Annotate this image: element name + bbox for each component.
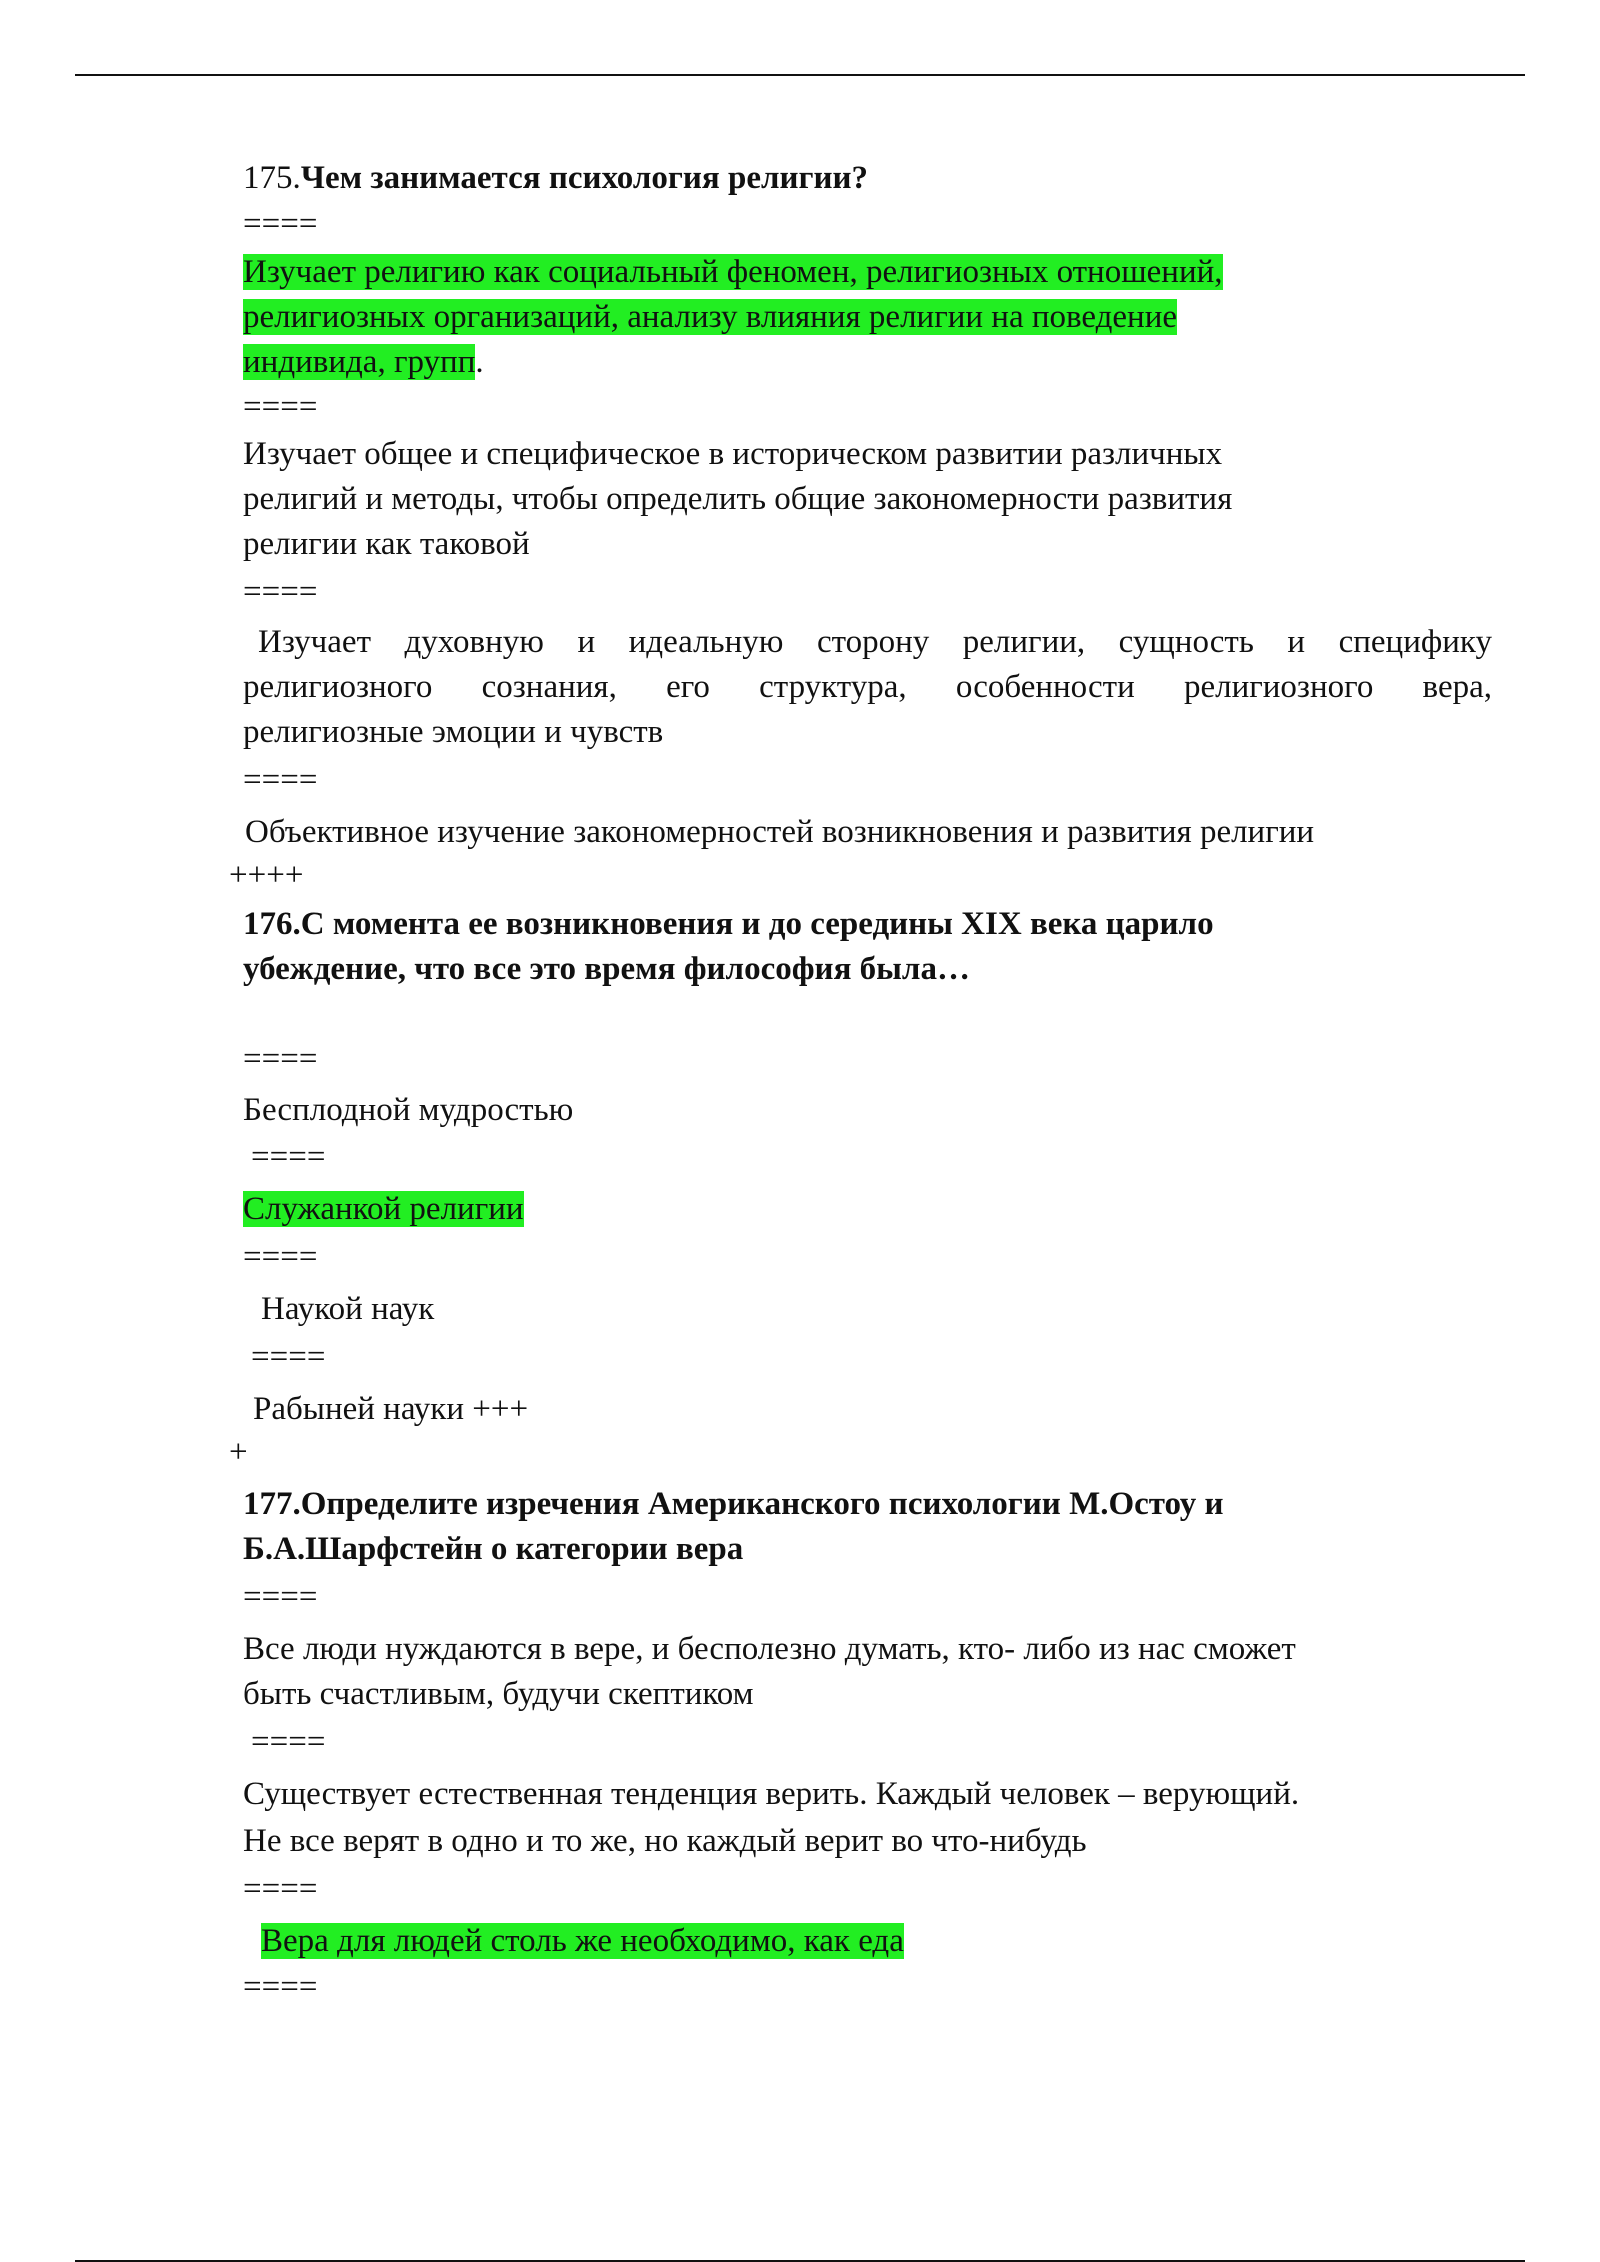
separator: ==== xyxy=(243,1969,318,2005)
separator: ==== xyxy=(251,1339,326,1375)
answer-line: Объективное изучение закономерностей возникновения и развития религии xyxy=(245,814,1315,850)
question-text: Чем занимается психология религии? xyxy=(300,160,869,196)
question-number-suffix: 5. xyxy=(276,160,301,196)
separator: ==== xyxy=(243,1239,318,1275)
answer-line: Наукой наук xyxy=(261,1291,435,1327)
answer-line xyxy=(243,295,1177,340)
question-176-title: 176.С момента ее возникновения и до середины XIX века царило xyxy=(243,906,1214,942)
answer-line: Не все верят в одно и то же, но каждый верит во что-нибудь xyxy=(243,1823,1087,1859)
answer-line xyxy=(243,250,1223,295)
separator: ==== xyxy=(243,1579,318,1615)
question-175-title xyxy=(243,156,868,201)
answer-line: религий и методы, чтобы определить общие закономерности развития xyxy=(243,481,1233,517)
separator: ==== xyxy=(243,762,318,798)
question-177-title: 177.Определите изречения Американского психологии М.Остоу и xyxy=(243,1486,1224,1522)
answer-punct: . xyxy=(475,344,484,380)
answer-line: Рабыней науки +++ xyxy=(253,1391,529,1427)
answer-line: Все люди нуждаются в вере, и бесполезно думать, кто- либо из нас сможет xyxy=(243,1631,1296,1667)
question-end-marker: + xyxy=(229,1434,248,1470)
answer-line xyxy=(261,1919,904,1964)
separator: ==== xyxy=(243,574,318,610)
separator: ==== xyxy=(243,206,318,242)
answer-line: Бесплодной мудростью xyxy=(243,1092,574,1128)
correct-answer-highlight: религиозных организаций, анализу влияния религии на поведение xyxy=(243,299,1178,335)
separator: ==== xyxy=(243,1041,318,1077)
answer-line: быть счастливым, будучи скептиком xyxy=(243,1676,754,1712)
answer-line xyxy=(243,1187,524,1232)
question-end-marker: ++++ xyxy=(229,857,304,893)
correct-answer-highlight: Изучает религию как социальный феномен, религиозных отношений, xyxy=(243,254,1223,290)
separator: ==== xyxy=(243,1871,318,1907)
correct-answer-highlight: индивида, групп xyxy=(243,344,476,380)
answer-line: Изучает общее и специфическое в историческом развитии различных xyxy=(243,436,1223,472)
correct-answer-highlight: Вера для людей столь же необходимо, как еда xyxy=(261,1923,904,1959)
header-rule xyxy=(75,74,1525,76)
answer-line xyxy=(243,340,484,385)
question-number: 17 xyxy=(243,160,276,196)
question-176-title-cont: убеждение, что все это время философия была… xyxy=(243,951,970,987)
question-177-title-cont: Б.А.Шарфстейн о категории вера xyxy=(243,1531,744,1567)
separator: ==== xyxy=(251,1139,326,1175)
answer-line: религии как таковой xyxy=(243,526,530,562)
answer-line: религиозного сознания, его структура, особенности религиозного вера, xyxy=(243,669,1492,705)
answer-line: Существует естественная тенденция верить. Каждый человек – верующий. xyxy=(243,1776,1300,1812)
separator: ==== xyxy=(251,1724,326,1760)
answer-line: Изучает духовную и идеальную сторону религии, сущность и специфику xyxy=(258,624,1492,660)
correct-answer-highlight: Служанкой религии xyxy=(243,1191,524,1227)
answer-line: религиозные эмоции и чувств xyxy=(243,714,664,750)
separator: ==== xyxy=(243,389,318,425)
